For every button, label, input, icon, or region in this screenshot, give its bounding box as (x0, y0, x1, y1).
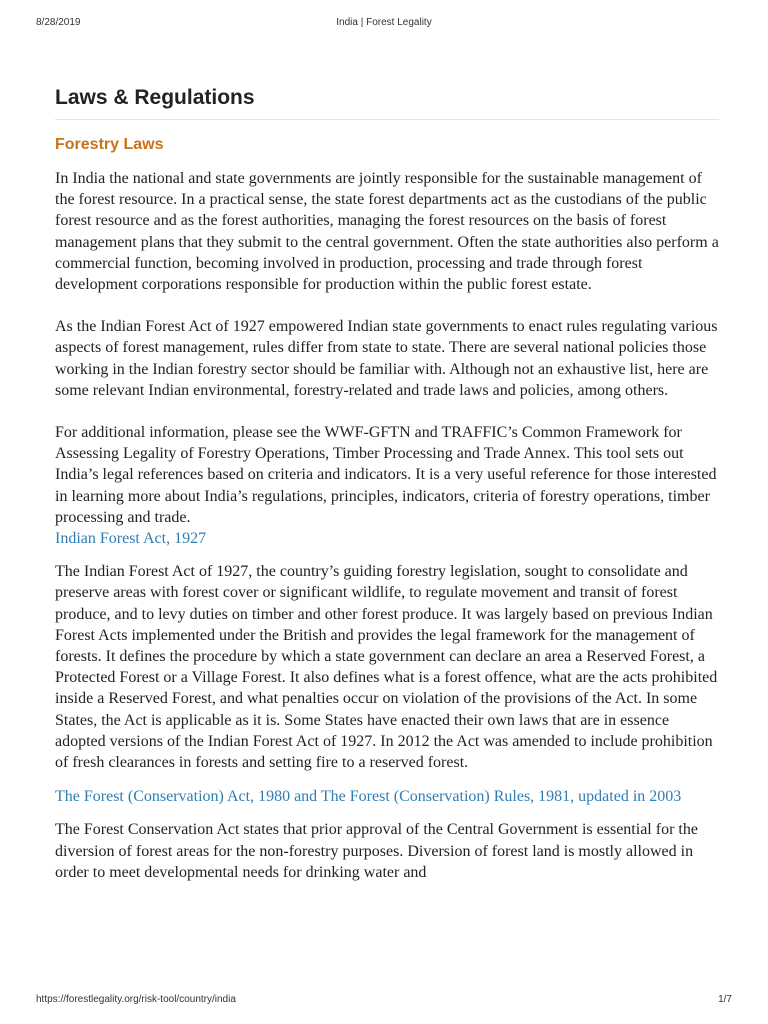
main-content (55, 86, 719, 883)
law-description-forest-conservation-act: The Forest Conservation Act states that prior approval of the Central Government is essential for the diversion of forest areas for the non-forestry purposes. Diversion of forest land is mostly allowed in order to meet developmental needs for drinking water and (55, 821, 698, 881)
print-url: https://forestlegality.org/risk-tool/country/india (36, 994, 236, 1005)
law-link-indian-forest-act[interactable]: Indian Forest Act, 1927 (55, 530, 207, 548)
section-title: Forestry Laws (55, 136, 164, 153)
print-footer (0, 994, 768, 1008)
print-date: 8/28/2019 (36, 17, 81, 28)
page-number: 1/7 (718, 994, 732, 1005)
page-title: Laws & Regulations (55, 86, 719, 120)
intro-paragraph-1: In India the national and state governments are jointly responsible for the sustainable management of the forest resource. In a practical sense, the state forest departments act as the custodians of the public forest resource and as the forest authorities, managing the forest resources on the basis of forest management plans that they submit to the central government. Often the state authorities also perform a commercial function, becoming involved in production, processing and trade through forest development corporations responsible for production within the public forest estate. (55, 170, 719, 294)
law-link-forest-conservation-act[interactable]: The Forest (Conservation) Act, 1980 and The Forest (Conservation) Rules, 1981, updated in 2003 (55, 788, 682, 806)
intro-paragraph-2: As the Indian Forest Act of 1927 empowered Indian state governments to enact rules regulating various aspects of forest management, rules differ from state to state. There are several national policies those working in the Indian forestry sector should be familiar with. Although not an exhaustive list, here are some relevant Indian environmental, forestry-related and trade laws and policies, among others. (55, 318, 718, 399)
print-header (0, 17, 768, 31)
law-description-indian-forest-act: The Indian Forest Act of 1927, the country’s guiding forestry legislation, sought to consolidate and preserve areas with forest cover or significant wildlife, to regulate movement and transit of forest produce, and to levy duties on timber and other forest produce. It was largely based on previous Indian Forest Acts implemented under the British and provides the legal framework for the management of forests. It defines the procedure by which a state government can declare an area a Reserved Forest, a Protected Forest or a Village Forest. It also defines what is a forest offence, what are the acts prohibited inside a Reserved Forest, and what penalties occur on violation of the provisions of the Act. In some States, the Act is applicable as it is. Some States have enacted their own laws that are in essence adopted versions of the Indian Forest Act of 1927. In 2012 the Act was amended to include prohibition of fresh clearances in forests and setting fire to a reserved forest. (55, 563, 718, 772)
intro-paragraph-3: For additional information, please see the WWF-GFTN and TRAFFIC’s Common Framework for Assessing Legality of Forestry Operations, Timber Processing and Trade Annex. This tool sets out India’s legal references based on criteria and indicators. It is a very useful reference for those interested in learning more about India’s regulations, principles, indicators, criteria of forestry operations, timber processing and trade. (55, 424, 717, 526)
print-title: India | Forest Legality (336, 17, 432, 28)
